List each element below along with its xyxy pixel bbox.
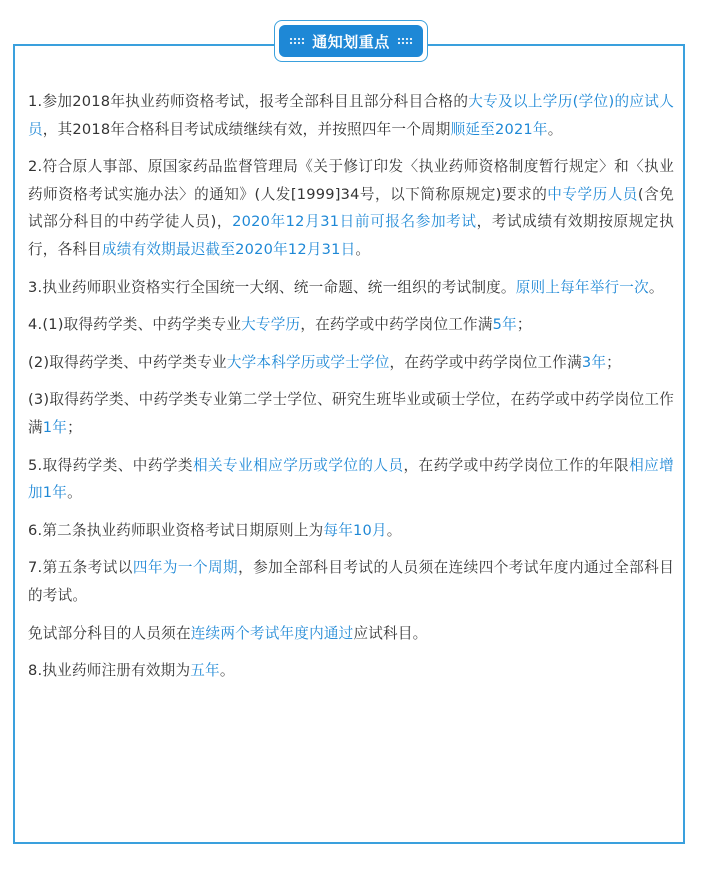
body-text: 免试部分科目的人员须在 (28, 624, 191, 642)
body-text: 。 (386, 521, 402, 539)
notice-paragraph (28, 153, 674, 263)
highlight-text: 5年 (492, 316, 517, 334)
highlight-text: 3年 (581, 353, 607, 371)
dots-left-icon (289, 37, 305, 45)
body-text: ，考试成绩有效期按原规定执行，各科目 (28, 213, 674, 258)
highlight-text: 大专及以上学历(学位)的应试人员 (28, 93, 675, 138)
title-badge-inner (279, 25, 423, 57)
notice-paragraph (28, 386, 674, 441)
dots-right-icon (397, 37, 413, 45)
body-text: 5.取得药学类、中药学类 (28, 456, 193, 474)
body-text: 。 (648, 278, 664, 296)
highlight-text: 连续两个考试年度内通过 (190, 624, 354, 642)
body-text: ； (67, 418, 82, 436)
highlight-text: 四年为一个周期 (132, 559, 239, 577)
page-title: 通知划重点 (312, 32, 390, 51)
body-text: ； (516, 316, 532, 334)
body-text: ； (606, 353, 621, 371)
highlight-text: 成绩有效期最迟截至2020年12月31日 (101, 240, 356, 258)
body-text: 2.符合原人事部、原国家药品监督管理局《关于修订印发〈执业药师资格制度暂行规定〉和〈执业药师资格考试实施办法〉的通知》(人发[1999]34号，以下简称原规定)要求的 (28, 158, 674, 203)
highlight-text: 原则上每年举行一次 (515, 278, 649, 296)
notice-paragraph (28, 452, 674, 507)
body-text: 1.参加2018年执业药师资格考试，报考全部科目且部分科目合格的 (28, 93, 469, 110)
body-text: ，在药学或中药学岗位工作的年限 (403, 456, 630, 474)
notice-paragraph (28, 657, 674, 685)
body-text: ，参加全部科目考试的人员须在连续四个考试年度内通过全部科目的考试。 (28, 559, 674, 604)
highlight-text: 相关专业相应学历或学位的人员 (192, 456, 404, 474)
body-text: 。 (355, 240, 371, 258)
body-text: 7.第五条考试以 (28, 559, 133, 577)
highlight-text: 2020年12月31日前可报名参加考试 (232, 213, 477, 231)
highlight-text: 顺延至2021年 (450, 120, 548, 138)
notice-paragraph (28, 349, 674, 377)
body-text: 。 (67, 484, 82, 502)
highlight-text: 1年 (42, 418, 68, 436)
body-text: (2)取得药学类、中药学类专业 (28, 353, 227, 371)
notice-paragraph (28, 88, 674, 143)
highlight-text: 大专学历 (241, 316, 301, 334)
body-text: 6.第二条执业药师职业资格考试日期原则上为 (28, 521, 324, 539)
notice-paragraph (28, 554, 674, 609)
highlight-text: 大学本科学历或学士学位 (226, 353, 390, 371)
notice-paragraph (28, 311, 674, 339)
notice-paragraph (28, 274, 674, 302)
body-text: ，在药学或中药学岗位工作满 (300, 316, 493, 334)
body-text: 。 (219, 662, 235, 680)
body-text: (3)取得药学类、中药学类专业第二学士学位、研究生班毕业或硕士学位，在药学或中药学岗位工作满 (28, 391, 674, 436)
highlight-text: 五年 (190, 662, 220, 680)
body-text: 4.(1)取得药学类、中药学类专业 (28, 316, 242, 334)
notice-paragraph (28, 517, 674, 545)
highlight-text: 中专学历人员 (547, 185, 638, 203)
notice-paragraph (28, 620, 674, 648)
highlight-text: 每年10月 (323, 521, 387, 539)
notice-content (28, 88, 674, 695)
highlight-text: 相应增加1年 (28, 456, 674, 502)
body-text: 3.执业药师职业资格实行全国统一大纲、统一命题、统一组织的考试制度。 (28, 278, 516, 296)
body-text: ，在药学或中药学岗位工作满 (389, 353, 582, 371)
body-text: 应试科目。 (353, 624, 428, 642)
title-badge (274, 20, 428, 62)
body-text: 。 (547, 120, 563, 138)
body-text: (含免试部分科目的中药学徒人员)， (28, 185, 674, 231)
body-text: ，其2018年合格科目考试成绩继续有效，并按照四年一个周期 (42, 120, 451, 138)
body-text: 8.执业药师注册有效期为 (28, 662, 191, 680)
